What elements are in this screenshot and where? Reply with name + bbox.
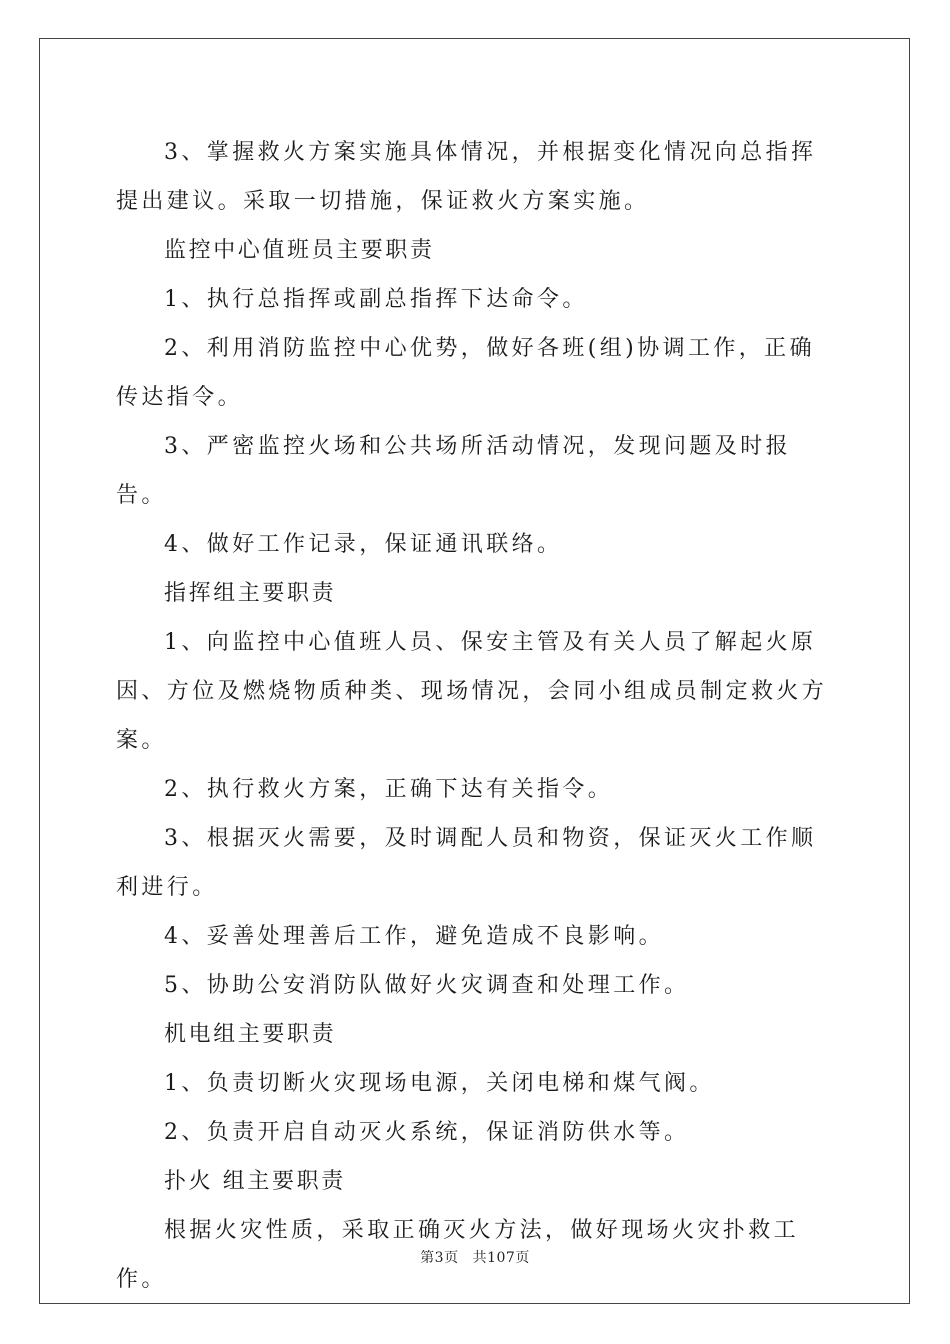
document-body: [116, 128, 836, 1304]
paragraph: 2、执行救火方案，正确下达有关指令。: [164, 777, 614, 802]
paragraph: 根据火灾性质，采取正确灭火方法，做好现场火灾扑救工作。: [116, 1218, 800, 1292]
current-page-number: 第3页: [420, 1250, 459, 1266]
paragraph: 1、向监控中心值班人员、保安主管及有关人员了解起火原因、方位及燃烧物质种类、现场情况，会同小组成员制定救火方案。: [116, 630, 828, 753]
page-footer: [0, 1247, 950, 1267]
paragraph: 4、做好工作记录，保证通讯联络。: [164, 532, 563, 557]
paragraph: 4、妥善处理善后工作，避免造成不良影响。: [164, 924, 664, 949]
paragraph: 5、协助公安消防队做好火灾调查和处理工作。: [164, 973, 690, 998]
paragraph: 1、执行总指挥或副总指挥下达命令。: [164, 287, 588, 312]
section-heading: 扑火 组主要职责: [164, 1169, 346, 1194]
paragraph: 2、利用消防监控中心优势，做好各班(组)协调工作，正确传达指令。: [116, 336, 815, 410]
section-heading: 指挥组主要职责: [164, 581, 337, 606]
paragraph: 3、根据灭火需要，及时调配人员和物资，保证灭火工作顺利进行。: [116, 826, 817, 900]
paragraph: 3、掌握救火方案实施具体情况，并根据变化情况向总指挥提出建议。采取一切措施，保证救火方案实施。: [116, 140, 817, 214]
paragraph: 3、严密监控火场和公共场所活动情况，发现问题及时报告。: [116, 434, 791, 508]
paragraph: 2、负责开启自动灭火系统，保证消防供水等。: [164, 1120, 690, 1145]
section-heading: 监控中心值班员主要职责: [164, 238, 435, 263]
paragraph: 1、负责切断火灾现场电源，关闭电梯和煤气阀。: [164, 1071, 715, 1096]
section-heading: 机电组主要职责: [164, 1022, 337, 1047]
total-pages: 共107页: [472, 1250, 530, 1266]
